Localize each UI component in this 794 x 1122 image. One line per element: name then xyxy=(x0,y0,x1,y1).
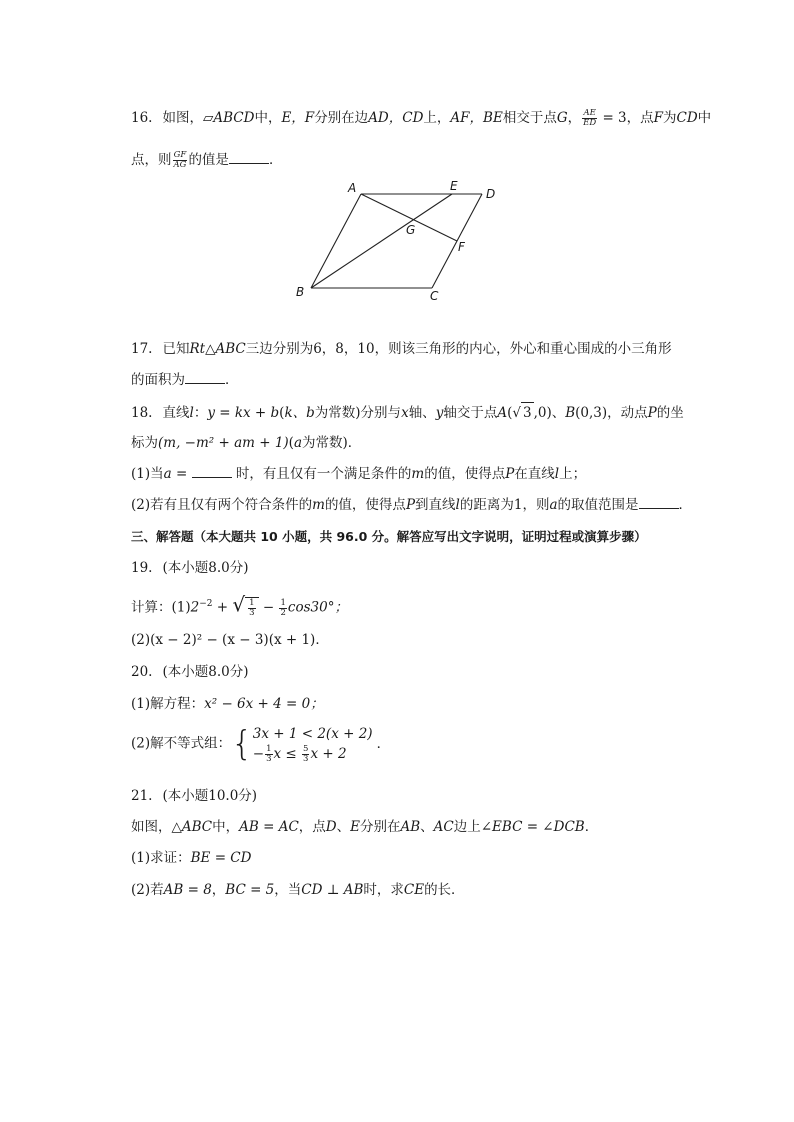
q17-number: 17. xyxy=(131,341,153,357)
q16-text: ， xyxy=(567,110,582,126)
q18-math: A xyxy=(497,405,508,421)
q21-text: 、 xyxy=(420,819,434,835)
sqrt-content xyxy=(245,597,258,618)
q20-text: (1)解方程： xyxy=(131,696,205,712)
q18-text: 时，有且仅有一个满足条件的 xyxy=(231,466,412,482)
q18-text: ,0)、 xyxy=(533,405,566,421)
q21-math: AB xyxy=(400,819,421,835)
q18-math: (m, −m² + am + 1) xyxy=(158,435,289,451)
q18-text: 为常数)分别与 xyxy=(314,405,402,421)
q20-text: − xyxy=(252,746,265,762)
q18-math: P xyxy=(505,466,515,482)
q16-math: F xyxy=(653,110,664,126)
q18-text: ： xyxy=(193,405,208,421)
label-f: F xyxy=(458,240,465,254)
q16-math: AF，BE xyxy=(450,110,503,126)
label-c: C xyxy=(430,289,439,303)
q18-math: P xyxy=(405,497,416,513)
q18-text: 上； xyxy=(559,466,587,482)
q18-line2 xyxy=(131,433,361,453)
q16-math: AD，CD xyxy=(368,110,424,126)
q20-score: (本小题8.0分) xyxy=(162,664,249,680)
fraction xyxy=(265,745,272,764)
fraction-denominator: 3 xyxy=(266,754,272,764)
q21-math: BC = 5 xyxy=(225,882,275,898)
q16-text: 为 xyxy=(663,110,677,126)
q18-text: 的坐 xyxy=(656,405,684,421)
q20-text: ． xyxy=(376,735,391,752)
q18-text: ( xyxy=(288,435,294,451)
q16-text: 点，则 xyxy=(131,152,172,168)
q16-text: 上， xyxy=(423,110,451,126)
inequality-1: 3x + 1 < 2(x + 2) xyxy=(252,726,373,742)
q21-math: D xyxy=(325,819,337,835)
q18-text: 的取值范围是 xyxy=(557,497,639,513)
q21-text: ， xyxy=(211,882,226,898)
q18-text: 轴交于点 xyxy=(443,405,498,421)
q21-text: (2)若 xyxy=(131,882,164,898)
q20-header xyxy=(131,662,249,682)
q21-text: 分别在 xyxy=(359,819,401,835)
q21-text: 边上 xyxy=(453,819,481,835)
q18-math: a xyxy=(163,466,172,482)
q17-math: ABC xyxy=(215,341,246,357)
q16-math: E，F xyxy=(281,110,315,126)
q16-fraction-2 xyxy=(173,151,188,170)
q21-part2 xyxy=(131,880,465,900)
fraction xyxy=(302,745,309,764)
q21-math: AB = 8 xyxy=(163,882,212,898)
fraction-denominator: 3 xyxy=(303,754,309,764)
fraction-numerator: GF xyxy=(173,150,187,160)
q18-text: 的值，使得点 xyxy=(324,497,406,513)
q20-text: (2)解不等式组： xyxy=(131,735,232,752)
q18-text: (0,3)，动点 xyxy=(575,405,648,421)
q18-text: = xyxy=(171,466,192,482)
fraction xyxy=(248,599,255,618)
q21-text: 、 xyxy=(336,819,351,835)
q20-math: x + 2 xyxy=(310,746,347,762)
q17-text: 三边分别为6，8，10，则该三角形的内心，外心和重心围成的小三角形 xyxy=(245,341,672,357)
q19-math: cos30°； xyxy=(287,599,348,616)
q16-text: 如图，▱ xyxy=(162,110,214,126)
triangle-symbol: △ xyxy=(205,341,216,357)
q19-score: (本小题8.0分) xyxy=(162,560,249,576)
fraction-denominator: ED xyxy=(583,118,597,128)
q18-text: 在直线 xyxy=(514,466,555,482)
q18-math: l xyxy=(189,405,194,421)
q18-line1: 18. 直线l：y = kx + b(k、b为常数)分别与x轴、y轴交于点A(√ 3 ,0)、B(0,3)，动点P的坐 xyxy=(131,402,684,423)
q21-math: AC xyxy=(433,819,454,835)
q21-line1 xyxy=(131,817,598,837)
q18-math: B xyxy=(565,405,576,421)
fraction-numerator: 1 xyxy=(266,744,272,754)
q19-part2: (2)(x − 2)² − (x − 3)(x + 1)． xyxy=(131,632,329,648)
q21-text: 的长． xyxy=(424,882,465,898)
q17-text: 的面积为 xyxy=(131,372,185,388)
q17-text: ． xyxy=(225,372,239,388)
q16-text: 分别在边 xyxy=(314,110,369,126)
q18-math: a xyxy=(549,497,558,513)
q21-text: ，点 xyxy=(298,819,326,835)
q18-math: y xyxy=(435,405,444,421)
q21-math: ∠EBC = ∠DCB xyxy=(480,819,585,835)
q19-part1 xyxy=(131,594,348,618)
q19-header xyxy=(131,558,249,578)
label-g: G xyxy=(406,223,416,237)
q16-line1 xyxy=(131,108,711,128)
q18-text: 轴、 xyxy=(408,405,436,421)
q17-line2 xyxy=(131,370,239,390)
q16-number: 16. xyxy=(131,110,153,126)
q18-part2 xyxy=(131,495,692,515)
segment-be xyxy=(311,194,452,288)
q21-text: ，当 xyxy=(274,882,302,898)
q18-math: m xyxy=(411,466,425,482)
q16-fraction xyxy=(582,109,597,128)
q16-math: ABCD xyxy=(213,110,255,126)
q18-text: 标为 xyxy=(131,435,158,451)
label-a: A xyxy=(348,181,357,195)
section-heading: 三、解答题（本大题共 10 小题，共 96.0 分。解答应写出文字说明，证明过程或演算步骤） xyxy=(131,529,647,544)
q16-text: 中， xyxy=(254,110,282,126)
answer-blank xyxy=(639,496,679,509)
q19-text: − xyxy=(258,599,279,616)
q21-math: E xyxy=(350,819,360,835)
inequality-2 xyxy=(253,746,347,762)
brace-symbol: { xyxy=(231,724,253,764)
q21-math: ABC xyxy=(181,819,213,835)
fraction xyxy=(279,599,286,618)
q18-math: a xyxy=(293,435,303,451)
q21-header xyxy=(131,786,257,806)
q18-math: x xyxy=(401,405,409,421)
q20-number: 20. xyxy=(131,664,153,680)
q18-math: m xyxy=(312,497,325,513)
q20-math: x² − 6x + 4 = 0； xyxy=(204,696,324,712)
q18-text: ． xyxy=(678,497,693,513)
q17-line1 xyxy=(131,339,672,359)
q21-text: (1)求证： xyxy=(131,850,191,866)
q21-text: 如图，△ xyxy=(131,819,182,835)
q21-math: CD ⊥ AB xyxy=(301,882,364,898)
q18-text: 的距离为1，则 xyxy=(459,497,550,513)
q21-number: 21. xyxy=(131,788,153,804)
q18-math: l xyxy=(455,497,460,513)
fraction-denominator: 2 xyxy=(280,607,286,618)
q21-score: (本小题10.0分) xyxy=(162,788,258,804)
q17-math: Rt xyxy=(189,341,206,357)
inequality-system xyxy=(253,724,373,764)
q20-part1 xyxy=(131,694,324,714)
sqrt-sign: √ xyxy=(232,592,246,617)
fraction-numerator: AE xyxy=(583,108,596,118)
q16-text: 相交于点 xyxy=(502,110,557,126)
q21-text: 时，求 xyxy=(363,882,404,898)
q18-number: 18. xyxy=(131,405,153,421)
q16-line2 xyxy=(131,150,282,170)
label-b: B xyxy=(296,285,305,299)
q18-text: (1)当 xyxy=(131,466,164,482)
fraction-numerator: 5 xyxy=(303,744,309,754)
q20-math: x ≤ xyxy=(273,746,302,762)
q18-text: ( xyxy=(507,405,513,421)
edge-ab xyxy=(311,194,361,288)
q17-text: 已知 xyxy=(162,341,190,357)
q16-text: ． xyxy=(268,152,283,168)
q16-text: 中 xyxy=(697,110,712,126)
fraction-numerator: 1 xyxy=(249,597,255,608)
exponent: −2 xyxy=(199,599,213,609)
q18-math: k、b xyxy=(284,405,315,421)
q19-number: 19. xyxy=(131,560,153,576)
q18-math: l xyxy=(554,466,560,482)
label-e: E xyxy=(450,179,458,193)
q21-part1 xyxy=(131,848,251,868)
q18-text: (2)若有且仅有两个符合条件的 xyxy=(131,497,313,513)
q16-math: CD xyxy=(676,110,698,126)
fraction-denominator: 3 xyxy=(249,607,255,618)
q21-text: 中， xyxy=(212,819,240,835)
answer-blank xyxy=(192,465,232,478)
q21-text: ． xyxy=(584,819,599,835)
q21-math: CE xyxy=(403,882,425,898)
answer-blank xyxy=(185,371,225,384)
q16-text: = 3，点 xyxy=(598,110,654,126)
q19-math: 2 xyxy=(190,599,200,616)
q18-text: 直线 xyxy=(162,405,190,421)
q18-part1 xyxy=(131,464,586,484)
q21-math: AB = AC xyxy=(239,819,299,835)
answer-blank xyxy=(229,151,269,164)
fraction-numerator: 1 xyxy=(280,597,286,608)
q19-text: + xyxy=(212,599,233,616)
parallelogram-figure xyxy=(290,178,520,304)
q19-text: 计算：(1) xyxy=(131,599,191,616)
q18-text: 的值，使得点 xyxy=(424,466,506,482)
sqrt-radicand: 3 xyxy=(521,402,534,423)
q16-math: G xyxy=(556,110,568,126)
q21-math: BE = CD xyxy=(190,850,252,866)
q18-math: y = kx + b xyxy=(207,405,280,421)
q18-text: 到直线 xyxy=(415,497,456,513)
q20-part2 xyxy=(131,724,390,764)
q18-text: ( xyxy=(279,405,285,421)
label-d: D xyxy=(486,187,496,201)
q18-math: P xyxy=(647,405,657,421)
q18-text: 为常数)． xyxy=(302,435,362,451)
q16-text: 的值是 xyxy=(188,152,229,168)
fraction-denominator: AG xyxy=(173,160,187,170)
